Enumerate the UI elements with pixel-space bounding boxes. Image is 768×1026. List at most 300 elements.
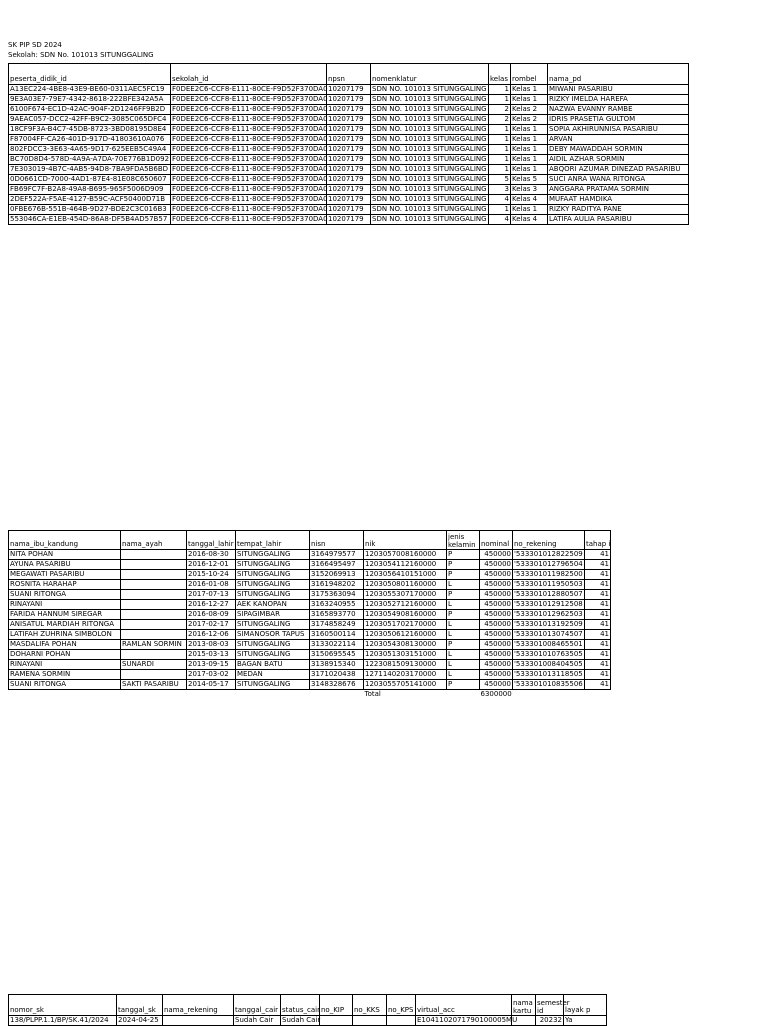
- column-header: no_KKS: [353, 995, 387, 1016]
- table-cell: [121, 600, 187, 610]
- empty-cell: [187, 690, 236, 700]
- table-cell: 450000: [480, 600, 513, 610]
- table-cell: 1203054908160000: [364, 610, 447, 620]
- table-cell: 0FBE676B-551B-464B-9D27-BDE2C3C016B3: [9, 205, 171, 215]
- table-cell: SDN NO. 101013 SITUNGGALING: [372, 135, 487, 143]
- column-header: nomenklatur: [371, 64, 489, 85]
- table-cell: 41: [585, 610, 611, 620]
- table-cell: '533301011950503: [514, 580, 583, 588]
- table-cell: RAMENA SORMIN: [9, 670, 121, 680]
- sk-table: [8, 994, 607, 1026]
- table-cell: Kelas 1: [511, 135, 548, 145]
- table-cell: 41: [585, 600, 611, 610]
- table-cell: [121, 630, 187, 640]
- table-cell: 553046CA-E1EB-454D-86A8-DF5B4AD57B57: [9, 215, 171, 225]
- table-cell: SITUNGGALING: [236, 640, 310, 650]
- table-cell: ANGGARA PRATAMA SORMIN: [548, 185, 689, 195]
- table-cell: A13EC224-4BE8-43E9-BE60-0311AEC5FC19: [9, 85, 171, 95]
- table-cell: F0DEE2C6-CCF8-E111-80CE-F9D52F370DA0: [172, 105, 328, 113]
- empty-cell: [9, 690, 121, 700]
- table-cell: SITUNGGALING: [236, 580, 310, 590]
- table-cell: 1: [489, 125, 511, 135]
- table-cell: MASDALIFA POHAN: [9, 640, 121, 650]
- table-cell: [121, 610, 187, 620]
- table-cell: 2016-12-01: [187, 560, 236, 570]
- table-row: [9, 590, 611, 600]
- table-row: [9, 105, 689, 115]
- table-cell: AYUNA PASARIBU: [9, 560, 121, 570]
- table-cell: F0DEE2C6-CCF8-E111-80CE-F9D52F370DA0: [172, 185, 328, 193]
- table-cell: 3165893770: [310, 610, 364, 620]
- table-cell: 450000: [480, 660, 513, 670]
- table-cell: 2: [489, 105, 511, 115]
- table-cell: 4: [489, 215, 511, 225]
- table-cell: Kelas 4: [511, 195, 548, 205]
- table-cell: 3148328676: [310, 680, 364, 690]
- table-cell: 41: [585, 660, 611, 670]
- table-cell: P: [447, 560, 480, 570]
- column-header: nik: [364, 531, 447, 550]
- table-cell: P: [447, 640, 480, 650]
- table-cell: F0DEE2C6-CCF8-E111-80CE-F9D52F370DA0: [172, 205, 328, 213]
- table-cell: SUANI RITONGA: [9, 590, 121, 600]
- table-cell: F0DEE2C6-CCF8-E111-80CE-F9D52F370DA0: [172, 165, 328, 173]
- table-cell: [320, 1016, 353, 1026]
- table-cell: SDN NO. 101013 SITUNGGALING: [372, 215, 487, 223]
- table-row: [9, 145, 689, 155]
- table-cell: SITUNGGALING: [236, 650, 310, 660]
- table-cell: SDN NO. 101013 SITUNGGALING: [372, 155, 487, 163]
- table-cell: 41: [585, 560, 611, 570]
- table-cell: SDN NO. 101013 SITUNGGALING: [372, 175, 487, 183]
- table-cell: 450000: [480, 560, 513, 570]
- column-header: no_KIP: [320, 995, 353, 1016]
- table-cell: ANISATUL MARDIAH RITONGA: [9, 620, 121, 630]
- column-header: nominal: [480, 531, 513, 550]
- table-row: [9, 125, 689, 135]
- table-cell: 4: [489, 195, 511, 205]
- table-cell: Kelas 1: [511, 145, 548, 155]
- table-cell: 802FDCC3-3E63-4A65-9D17-625EEB5C49A4: [9, 145, 171, 155]
- table-cell: 10207179: [327, 85, 371, 95]
- column-header: jenis kelamin: [447, 531, 480, 550]
- table-row: [9, 205, 689, 215]
- table-cell: 450000: [480, 620, 513, 630]
- table-cell: SITUNGGALING: [236, 570, 310, 580]
- table-row: [9, 1016, 607, 1026]
- table-cell: 450000: [480, 680, 513, 690]
- table-cell: 41: [585, 680, 611, 690]
- table-cell: 10207179: [327, 205, 371, 215]
- table-cell: SDN NO. 101013 SITUNGGALING: [372, 145, 487, 153]
- table-cell: '533301012912508: [514, 600, 583, 608]
- table-cell: 41: [585, 580, 611, 590]
- table-cell: '533301008465501: [514, 640, 583, 648]
- table-cell: DOHARNI POHAN: [9, 650, 121, 660]
- column-header: rombel: [511, 64, 548, 85]
- table-cell: F0DEE2C6-CCF8-E111-80CE-F9D52F370DA0: [172, 115, 328, 123]
- table-cell: ARVAN: [548, 135, 689, 145]
- column-header: no_rekening: [513, 531, 585, 550]
- table-cell: '533301012796504: [514, 560, 583, 568]
- table-row: [9, 580, 611, 590]
- table-cell: L: [447, 630, 480, 640]
- table-cell: BC70D8D4-578D-4A9A-A7DA-70E776B1D092: [10, 155, 170, 163]
- table-cell: 1271140203170000: [364, 670, 447, 680]
- table-cell: '533301012962503: [514, 610, 583, 618]
- table-cell: L: [447, 580, 480, 590]
- table-cell: 10207179: [327, 175, 371, 185]
- parents-body: [9, 550, 611, 700]
- table-cell: 2DEF522A-F5AE-4127-B59C-ACF50400D71B: [9, 195, 171, 205]
- table-cell: SDN NO. 101013 SITUNGGALING: [372, 165, 487, 173]
- table-cell: 10207179: [327, 165, 371, 175]
- table-cell: LATIFA AULIA PASARIBU: [548, 215, 689, 225]
- table-cell: [121, 550, 187, 560]
- table-cell: F0DEE2C6-CCF8-E111-80CE-F9D52F370DA0: [172, 155, 328, 163]
- table-cell: F0DEE2C6-CCF8-E111-80CE-F9D52F370DA0: [172, 85, 328, 93]
- table-cell: 450000: [480, 670, 513, 680]
- table-cell: 10207179: [327, 155, 371, 165]
- table-cell: 3166495497: [310, 560, 364, 570]
- table-cell: 41: [585, 650, 611, 660]
- table-cell: SUNARDI: [121, 660, 187, 670]
- column-header: peserta_didik_id: [9, 64, 171, 85]
- table-row: [9, 570, 611, 580]
- table-row: [9, 165, 689, 175]
- table-cell: 3175363094: [310, 590, 364, 600]
- table-cell: 450000: [480, 610, 513, 620]
- table-cell: SDN NO. 101013 SITUNGGALING: [372, 185, 487, 193]
- table-row: [9, 650, 611, 660]
- total-value: 6300000: [480, 690, 512, 698]
- table-cell: F0DEE2C6-CCF8-E111-80CE-F9D52F370DA0: [172, 145, 328, 153]
- column-header: kelas: [489, 64, 511, 85]
- table-cell: 10207179: [327, 135, 371, 145]
- table-cell: SUCI ANRA WANA RITONGA: [548, 175, 689, 185]
- table-cell: 41: [585, 570, 611, 580]
- table-row: [9, 620, 611, 630]
- table-cell: 41: [585, 620, 611, 630]
- table-cell: 41: [585, 550, 611, 560]
- total-row: [9, 690, 611, 700]
- table-row: [9, 550, 611, 560]
- table-cell: 1: [489, 145, 511, 155]
- table-cell: 41: [585, 670, 611, 680]
- table-cell: NITA POHAN: [9, 550, 121, 560]
- empty-cell: [121, 690, 187, 700]
- table-cell: 1203050612160000: [364, 630, 447, 640]
- table-cell: 2014-05-17: [187, 680, 236, 690]
- table-cell: 0D0661CD-7000-4AD1-87E4-81E08C650607: [9, 175, 171, 185]
- table-cell: 10207179: [327, 105, 371, 115]
- table-cell: 3160500114: [310, 630, 364, 640]
- table-row: [9, 215, 689, 225]
- table-cell: 41: [585, 590, 611, 600]
- table-cell: ROSNITA HARAHAP: [9, 580, 121, 590]
- empty-cell: [236, 690, 310, 700]
- table-cell: SITUNGGALING: [236, 560, 310, 570]
- column-header: tanggal_sk: [117, 995, 163, 1016]
- table-cell: 1: [489, 135, 511, 145]
- table-cell: 2017-03-02: [187, 670, 236, 680]
- table-cell: 1: [489, 165, 511, 175]
- table-cell: RINAYANI: [9, 600, 121, 610]
- table-cell: 2017-07-13: [187, 590, 236, 600]
- table-row: [9, 135, 689, 145]
- table-cell: 1203055307170000: [364, 590, 447, 600]
- table-row: [9, 155, 689, 165]
- table-cell: F0DEE2C6-CCF8-E111-80CE-F9D52F370DA0: [172, 135, 328, 143]
- empty-cell: [447, 690, 480, 700]
- table-cell: 1203050801160000: [364, 580, 447, 590]
- table-cell: 2: [489, 115, 511, 125]
- table-cell: '533301012880507: [514, 590, 583, 598]
- column-header: no_KPS: [387, 995, 416, 1016]
- table-cell: 10207179: [327, 125, 371, 135]
- table-cell: L: [447, 620, 480, 630]
- table-cell: P: [447, 610, 480, 620]
- sk-body: [9, 1016, 607, 1026]
- table-cell: L: [447, 600, 480, 610]
- table-cell: '533301011982500: [514, 570, 583, 578]
- table-cell: 18CF9F3A-B4C7-45DB-8723-3BD08195D8E4: [9, 125, 171, 135]
- table-cell: '533301008404505: [514, 660, 583, 668]
- table-cell: RIZKY IMELDA HAREFA: [548, 95, 689, 105]
- table-cell: 2015-10-24: [187, 570, 236, 580]
- table-cell: SDN NO. 101013 SITUNGGALING: [372, 105, 487, 113]
- table-cell: Ya: [564, 1016, 607, 1026]
- table-cell: 3174858249: [310, 620, 364, 630]
- table-cell: 3133022114: [310, 640, 364, 650]
- table-cell: Kelas 2: [511, 105, 548, 115]
- table-cell: SIPAGIMBAR: [236, 610, 310, 620]
- table-cell: SAKTI PASARIBU: [121, 680, 187, 690]
- table-row: [9, 85, 689, 95]
- sk-header-row: [9, 995, 607, 1016]
- table-cell: Kelas 1: [511, 95, 548, 105]
- table-cell: SOPIA AKHIRUNNISA PASARIBU: [548, 125, 689, 135]
- empty-cell: [513, 690, 585, 700]
- column-header: nama_ibu_kandung: [9, 531, 121, 550]
- table-cell: '533301013118505: [514, 670, 583, 678]
- total-label: Total: [364, 690, 381, 698]
- table-row: [9, 640, 611, 650]
- table-cell: 1203057008160000: [364, 550, 447, 560]
- table-cell: Kelas 1: [511, 125, 548, 135]
- parents-table: [8, 530, 611, 699]
- table-cell: F0DEE2C6-CCF8-E111-80CE-F9D52F370DA0: [172, 195, 328, 203]
- table-cell: F0DEE2C6-CCF8-E111-80CE-F9D52F370DA0: [172, 125, 328, 133]
- column-header: sekolah_id: [171, 64, 327, 85]
- table-cell: 2015-03-13: [187, 650, 236, 660]
- table-cell: 1203056410151000: [364, 570, 447, 580]
- table-cell: SITUNGGALING: [236, 680, 310, 690]
- table-cell: 3150695545: [310, 650, 364, 660]
- document-title: SK PIP SD 2024: [8, 41, 62, 49]
- table-cell: F0DEE2C6-CCF8-E111-80CE-F9D52F370DA0: [172, 175, 328, 183]
- table-row: [9, 610, 611, 620]
- table-cell: '533301013192509: [514, 620, 583, 628]
- table-cell: 2016-08-30: [187, 550, 236, 560]
- table-cell: 5: [489, 175, 511, 185]
- table-cell: 450000: [480, 550, 513, 560]
- table-cell: 20232: [536, 1016, 564, 1026]
- table-cell: ABQORI AZUMAR DINEZAD PASARIBU: [548, 165, 689, 175]
- students-header-row: [9, 64, 689, 85]
- table-cell: 1203051303151000: [364, 650, 447, 660]
- table-cell: 1: [489, 85, 511, 95]
- table-cell: [121, 650, 187, 660]
- table-cell: 1: [489, 155, 511, 165]
- table-cell: Sudah Cair: [234, 1016, 281, 1026]
- column-header: layak p: [564, 995, 607, 1016]
- column-header: nisn: [310, 531, 364, 550]
- table-cell: 10207179: [327, 195, 371, 205]
- table-cell: 3164979577: [310, 550, 364, 560]
- table-cell: SIMANOSOR TAPUS: [236, 630, 310, 640]
- table-cell: 41: [585, 630, 611, 640]
- table-cell: [353, 1016, 387, 1026]
- table-cell: 2017-02-17: [187, 620, 236, 630]
- table-cell: [121, 590, 187, 600]
- table-cell: [121, 620, 187, 630]
- table-cell: 2016-12-27: [187, 600, 236, 610]
- table-row: [9, 630, 611, 640]
- table-cell: RIZKY RADITYA PANE: [548, 205, 689, 215]
- table-cell: RAMLAN SORMIN: [121, 640, 187, 650]
- table-cell: SITUNGGALING: [236, 620, 310, 630]
- table-cell: L: [447, 670, 480, 680]
- table-cell: FARIDA HANNUM SIREGAR: [9, 610, 121, 620]
- table-cell: MEDAN: [236, 670, 310, 680]
- table-cell: 1203054308130000: [364, 640, 447, 650]
- table-cell: 2016-12-06: [187, 630, 236, 640]
- table-cell: FB69FC7F-B2A8-49A8-B695-965F5006D909: [9, 185, 171, 195]
- table-cell: 3161948202: [310, 580, 364, 590]
- table-cell: 2024-04-25: [117, 1016, 163, 1026]
- table-cell: [121, 570, 187, 580]
- column-header: nama_pd: [548, 64, 689, 85]
- table-cell: Kelas 1: [511, 85, 548, 95]
- table-cell: F0DEE2C6-CCF8-E111-80CE-F9D52F370DA0: [172, 215, 328, 223]
- table-cell: Kelas 1: [511, 155, 548, 165]
- table-cell: P: [447, 590, 480, 600]
- table-cell: L: [447, 660, 480, 670]
- column-header: tahap i: [585, 531, 611, 550]
- table-cell: 3171020438: [310, 670, 364, 680]
- table-cell: 2013-08-03: [187, 640, 236, 650]
- table-cell: 138/PLPP.1.1/BP/SK.41/2024: [9, 1016, 117, 1026]
- table-cell: 41: [585, 640, 611, 650]
- parents-header-row: [9, 531, 611, 550]
- table-cell: MIWANI PASARIBU: [548, 85, 689, 95]
- table-cell: 1223081509130000: [364, 660, 447, 670]
- table-cell: 2016-01-08: [187, 580, 236, 590]
- column-header: npsn: [327, 64, 371, 85]
- table-cell: '533301010763505: [514, 650, 583, 658]
- table-cell: E1041102071790100005MU: [417, 1016, 518, 1024]
- table-cell: [121, 560, 187, 570]
- table-cell: 6100F674-EC1D-42AC-904F-2D1246FF9B2D: [9, 105, 171, 115]
- table-cell: Sudah Cair: [282, 1016, 321, 1024]
- table-cell: 2013-09-15: [187, 660, 236, 670]
- table-cell: F0DEE2C6-CCF8-E111-80CE-F9D52F370DA0: [172, 95, 328, 103]
- table-cell: SDN NO. 101013 SITUNGGALING: [372, 205, 487, 213]
- table-cell: [163, 1016, 234, 1026]
- table-cell: 450000: [480, 640, 513, 650]
- table-cell: RINAYANI: [9, 660, 121, 670]
- table-row: [9, 195, 689, 205]
- table-cell: IDRIS PRASETIA GULTOM: [548, 115, 689, 125]
- table-cell: P: [447, 550, 480, 560]
- table-cell: MEGAWATI PASARIBU: [9, 570, 121, 580]
- table-cell: '533301012822509: [514, 550, 583, 558]
- table-cell: Kelas 2: [511, 115, 548, 125]
- column-header: nama_rekening: [163, 995, 234, 1016]
- table-cell: NAZWA EVANNY RAMBE: [548, 105, 689, 115]
- column-header: tempat_lahir: [236, 531, 310, 550]
- table-cell: SDN NO. 101013 SITUNGGALING: [372, 95, 487, 103]
- table-cell: 10207179: [327, 215, 371, 225]
- table-cell: SDN NO. 101013 SITUNGGALING: [372, 85, 487, 93]
- table-cell: Kelas 4: [511, 215, 548, 225]
- table-cell: Kelas 5: [511, 175, 548, 185]
- table-cell: Kelas 1: [511, 165, 548, 175]
- students-table: [8, 63, 689, 225]
- table-cell: [121, 670, 187, 680]
- table-cell: SDN NO. 101013 SITUNGGALING: [372, 115, 487, 123]
- students-body: [9, 85, 689, 225]
- table-cell: LATIFAH ZUHRINA SIMBOLON: [9, 630, 121, 640]
- column-header: status_cair: [281, 995, 320, 1016]
- table-cell: 7E303019-4B7C-4AB5-94D8-7BA9FDA5B6BD: [9, 165, 171, 175]
- table-cell: 2016-08-09: [187, 610, 236, 620]
- table-row: [9, 670, 611, 680]
- table-cell: 1203051702170000: [364, 620, 447, 630]
- table-cell: 3152069913: [310, 570, 364, 580]
- table-cell: 10207179: [327, 95, 371, 105]
- column-header: semester id: [536, 995, 564, 1016]
- column-header: nomor_sk: [9, 995, 117, 1016]
- table-cell: 450000: [480, 650, 513, 660]
- table-cell: Kelas 1: [511, 205, 548, 215]
- table-cell: 1203054112160000: [364, 560, 447, 570]
- table-row: [9, 95, 689, 105]
- table-cell: BAGAN BATU: [236, 660, 310, 670]
- table-cell: AEK KANOPAN: [236, 600, 310, 610]
- table-row: [9, 680, 611, 690]
- table-cell: 10207179: [327, 145, 371, 155]
- table-cell: 3: [489, 185, 511, 195]
- table-cell: 9E3A03E7-79E7-4342-8618-222BFE342A5A: [9, 95, 171, 105]
- table-cell: 3138915340: [310, 660, 364, 670]
- table-row: [9, 185, 689, 195]
- table-cell: MUFAAT HAMDIKA: [548, 195, 689, 205]
- school-name: Sekolah: SDN No. 101013 SITUNGGALING: [8, 51, 154, 59]
- table-cell: 1203055705141000: [364, 680, 447, 690]
- table-cell: SDN NO. 101013 SITUNGGALING: [372, 125, 487, 133]
- table-cell: P: [447, 570, 480, 580]
- table-cell: L: [447, 650, 480, 660]
- column-header: tanggal_cair: [234, 995, 281, 1016]
- column-header: nama kartu: [512, 995, 536, 1016]
- table-cell: 450000: [480, 630, 513, 640]
- column-header: tanggal_lahir: [187, 531, 236, 550]
- table-row: [9, 600, 611, 610]
- table-row: [9, 560, 611, 570]
- table-cell: 1: [489, 95, 511, 105]
